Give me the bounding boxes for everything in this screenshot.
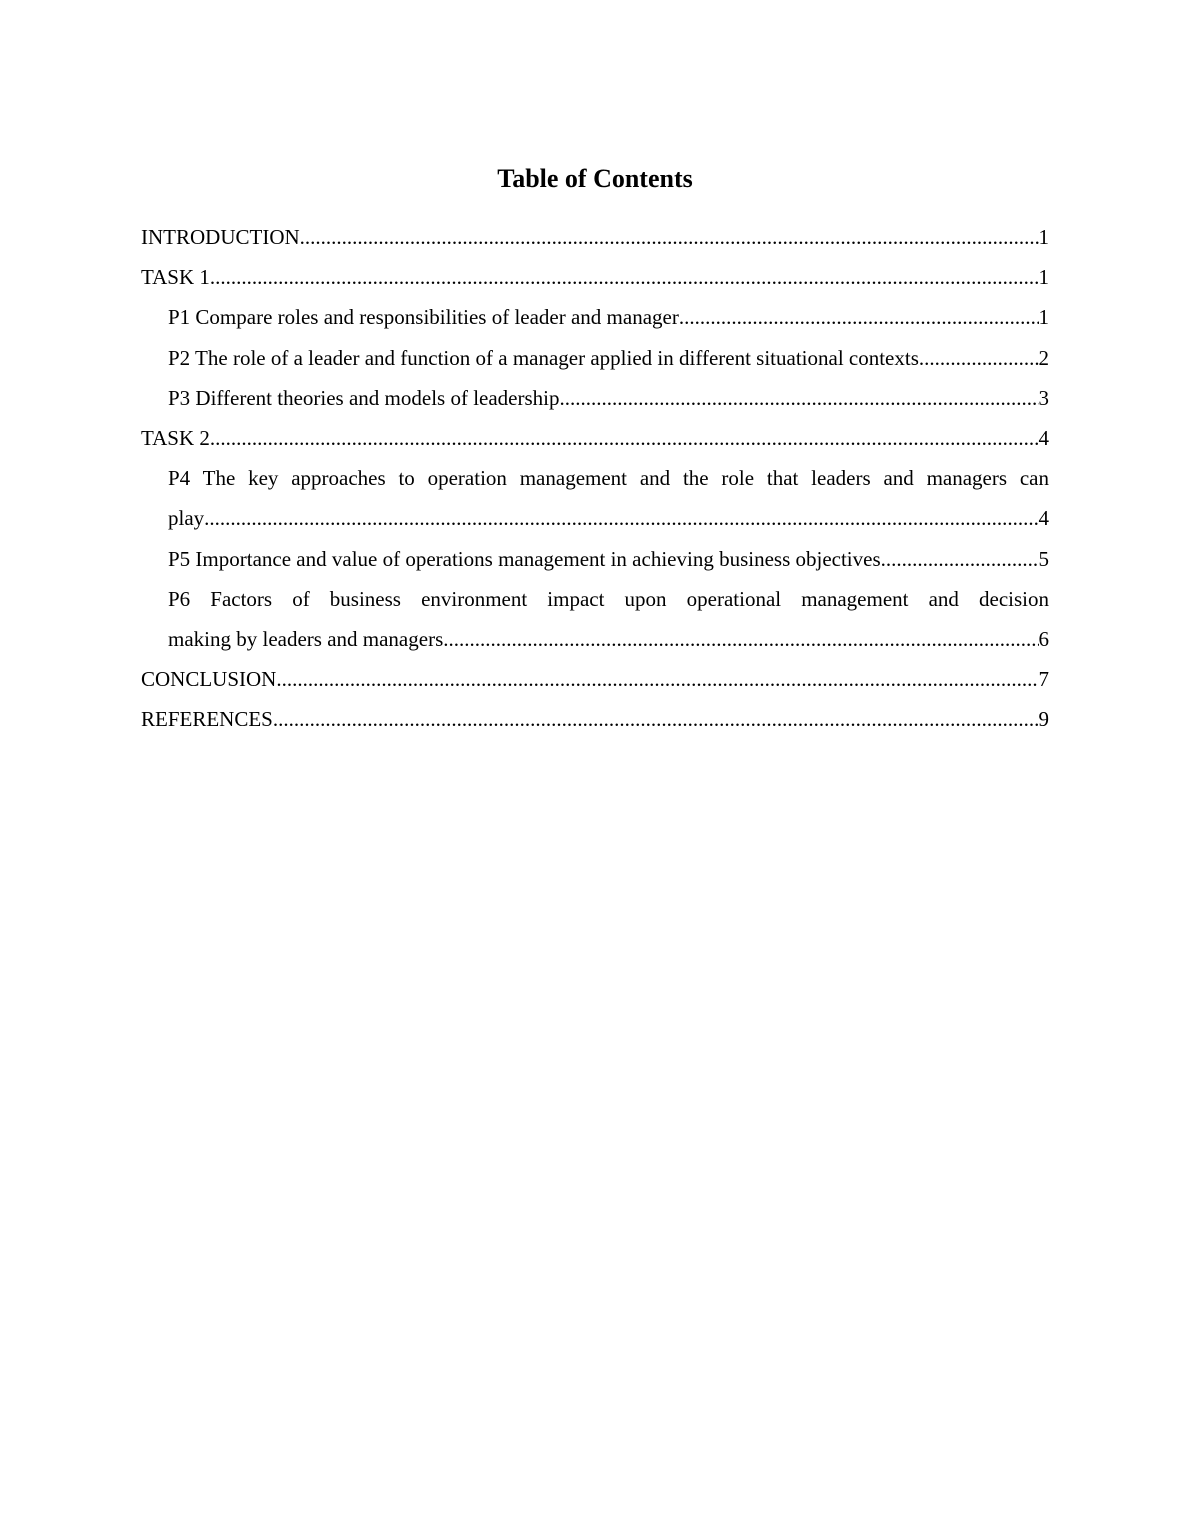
toc-entry-text: REFERENCES	[141, 707, 273, 732]
toc-leader-dots	[560, 378, 1039, 418]
toc-entry-p2[interactable]	[141, 338, 1049, 378]
toc-entry-introduction[interactable]	[141, 217, 1049, 257]
toc-entry-p1[interactable]	[141, 297, 1049, 337]
toc-page-number: 4	[1038, 506, 1049, 531]
toc-page-number: 9	[1038, 707, 1049, 732]
toc-leader-dots	[881, 539, 1039, 579]
toc-entry-text: INTRODUCTION	[141, 225, 300, 249]
toc-page-number: 6	[1038, 627, 1049, 652]
toc-entry-references[interactable]	[141, 699, 1049, 739]
toc-leader-dots	[919, 338, 1039, 378]
toc-leader-dots	[300, 217, 1039, 257]
toc-page-number: 3	[1038, 385, 1049, 410]
toc-leader-dots	[679, 297, 1039, 337]
toc-leader-dots	[210, 257, 1039, 297]
toc-entry-p3[interactable]	[141, 378, 1049, 418]
toc-page-number: 4	[1038, 426, 1049, 451]
toc-entry-text: P3 Different theories and models of leadership	[168, 385, 560, 410]
toc-entry-task-2[interactable]	[141, 418, 1049, 458]
toc-entry-conclusion[interactable]	[141, 659, 1049, 699]
toc-leader-dots	[210, 418, 1039, 458]
toc-entry-text: TASK 1	[141, 265, 210, 290]
toc-entry-text-line-1: P4 The key approaches to operation management and the role that leaders and managers can	[168, 466, 1049, 491]
toc-entry-text-line-1: P6 Factors of business environment impact upon operational management and decision	[168, 586, 1049, 611]
toc-list	[141, 217, 1049, 740]
toc-title: Table of Contents	[497, 164, 693, 193]
toc-entry-text: P2 The role of a leader and function of a manager applied in different situational contexts	[168, 345, 919, 370]
toc-entry-p4[interactable]	[141, 458, 1049, 538]
toc-page-number: 2	[1038, 345, 1049, 370]
toc-page-number: 5	[1038, 546, 1049, 571]
toc-entry-text: TASK 2	[141, 426, 210, 451]
toc-entry-text: P1 Compare roles and responsibilities of leader and manager	[168, 305, 679, 330]
toc-page-number: 1	[1038, 225, 1049, 249]
document-page	[141, 160, 1049, 740]
toc-page-number: 1	[1038, 265, 1049, 290]
toc-entry-text: CONCLUSION	[141, 667, 277, 692]
toc-entry-task-1[interactable]	[141, 257, 1049, 297]
toc-entry-p6[interactable]	[141, 579, 1049, 659]
toc-entry-text: play	[168, 506, 205, 531]
toc-entry-p5[interactable]	[141, 539, 1049, 579]
toc-leader-dots	[276, 659, 1038, 699]
toc-entry-text: making by leaders and managers	[168, 627, 444, 652]
toc-page-number: 1	[1038, 305, 1049, 330]
toc-leader-dots	[443, 619, 1038, 659]
toc-leader-dots	[273, 699, 1039, 739]
toc-leader-dots	[204, 498, 1038, 538]
toc-entry-text: P5 Importance and value of operations management in achieving business objectives	[168, 546, 881, 571]
toc-page-number: 7	[1038, 667, 1049, 692]
